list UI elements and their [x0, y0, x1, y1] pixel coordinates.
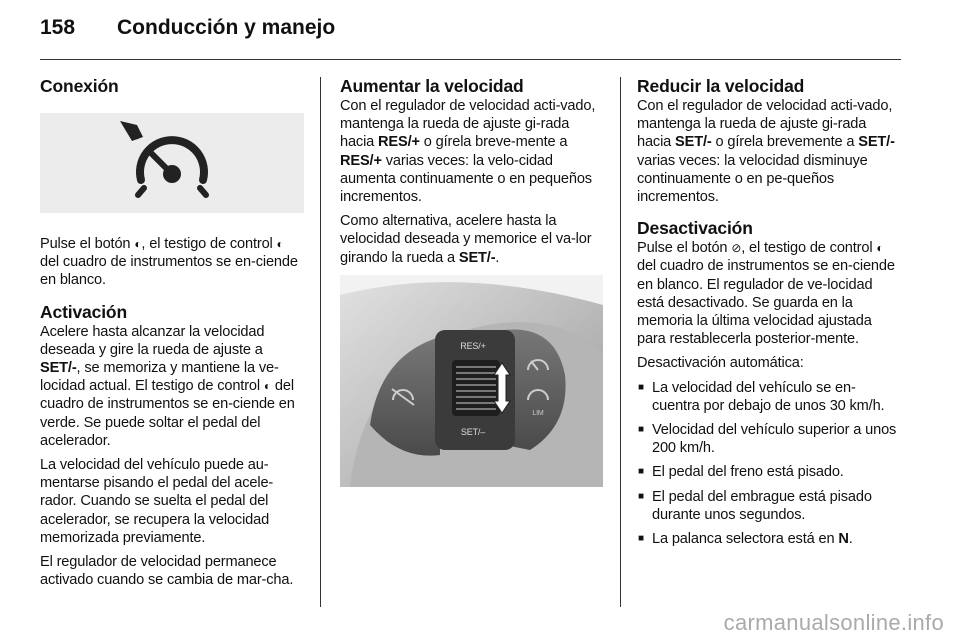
- paragraph-connect: Pulse el botón ◐, el testigo de control ◐ del cuadro de instrumentos se en-ciende en blanco.: [40, 236, 298, 289]
- set-label: SET/–: [460, 426, 486, 437]
- list-item: ■ La velocidad del vehículo se en-cuentra por debajo de unos 30 km/h.: [637, 379, 903, 415]
- steering-wheel-switch-photo: [340, 275, 603, 487]
- section-heading-decrease: Reducir la velocidad: [637, 76, 805, 96]
- watermark: carmanualsonline.info: [723, 610, 944, 635]
- column-2: [340, 76, 606, 487]
- cruise-control-icon: ◐: [263, 379, 271, 394]
- section-heading-conexion: Conexión: [40, 76, 119, 96]
- res-label: RES/+: [460, 340, 486, 351]
- auto-deactivation-list: [637, 379, 903, 549]
- cruise-control-icon: ◐: [876, 241, 884, 256]
- section-heading-increase: Aumentar la velocidad: [340, 76, 524, 96]
- cruise-control-icon: [40, 113, 304, 213]
- column-1: [40, 76, 306, 595]
- column-divider: [620, 77, 621, 607]
- column-3: [637, 76, 903, 554]
- page-title: Conducción y manejo: [117, 16, 336, 39]
- auto-deactivation-label: Desactivación automática:: [637, 355, 804, 372]
- cruise-button-icon: ◐: [134, 237, 142, 251]
- list-item: ■ El pedal del embrague está pisado durante unos segundos.: [637, 488, 903, 524]
- cruise-indicator-figure: [40, 113, 304, 213]
- list-item: ■ La palanca selectora está en N.: [637, 530, 903, 548]
- paragraph-activation: Acelere hasta alcanzar la velocidad deseada y gire la rueda de ajuste a SET/-, se memoriza y mantiene la ve-locidad actual. El testigo de control ◐ del cuadro de instrumentos se en-ciende en verde. Se puede soltar el pedal del acelerador.: [40, 323, 295, 449]
- header-rule: [40, 59, 901, 60]
- list-item: ■ El pedal del freno está pisado.: [637, 463, 903, 481]
- list-item: ■ Velocidad del vehículo superior a unos 200 km/h.: [637, 421, 903, 457]
- cruise-off-icon: ⊘: [731, 241, 742, 256]
- cruise-control-icon: ◐: [276, 237, 284, 251]
- page-number: 158: [40, 16, 76, 39]
- lim-label: LIM: [532, 409, 544, 417]
- section-heading-deactivation: Desactivación: [637, 218, 753, 239]
- paragraph-decrease: Con el regulador de velocidad acti-vado, mantenga la rueda de ajuste gi-rada hacia SET/- o gírela brevemente a SET/- varias veces: la velocidad disminuye continuamente o en pe-queños incrementos.: [637, 98, 895, 206]
- section-heading-activacion: Activación: [40, 301, 127, 322]
- paragraph-alternative: Como alternativa, acelere hasta la velocidad deseada y memorice el va-lor girando la rueda a SET/-.: [340, 213, 592, 266]
- steering-switch-illustration: [340, 275, 603, 487]
- page-header: [40, 16, 335, 40]
- paragraph-deactivation: Pulse el botón ⊘, el testigo de control ◐ del cuadro de instrumentos se en-ciende en blanco. El regulador de ve-locidad está desactivado. Se guarda en la memoria la última velocidad ajustada para restablecerla posterior-mente.: [637, 240, 895, 348]
- paragraph-gear-change: El regulador de velocidad permanece activado cuando se cambia de mar-cha.: [40, 554, 294, 589]
- column-divider: [320, 77, 321, 607]
- paragraph-increase: Con el regulador de velocidad acti-vado, mantenga la rueda de ajuste gi-rada hacia RES/+ o gírela breve-mente a RES/+ varias veces: la velo-cidad aumenta continuamente o en pequeños incrementos.: [340, 98, 596, 206]
- paragraph-accelerate: La velocidad del vehículo puede au-mentarse pisando el pedal del acele-rador. Cuando se suelta el pedal del acelerador, se recupera la velocidad memorizada previamente.: [40, 457, 274, 546]
